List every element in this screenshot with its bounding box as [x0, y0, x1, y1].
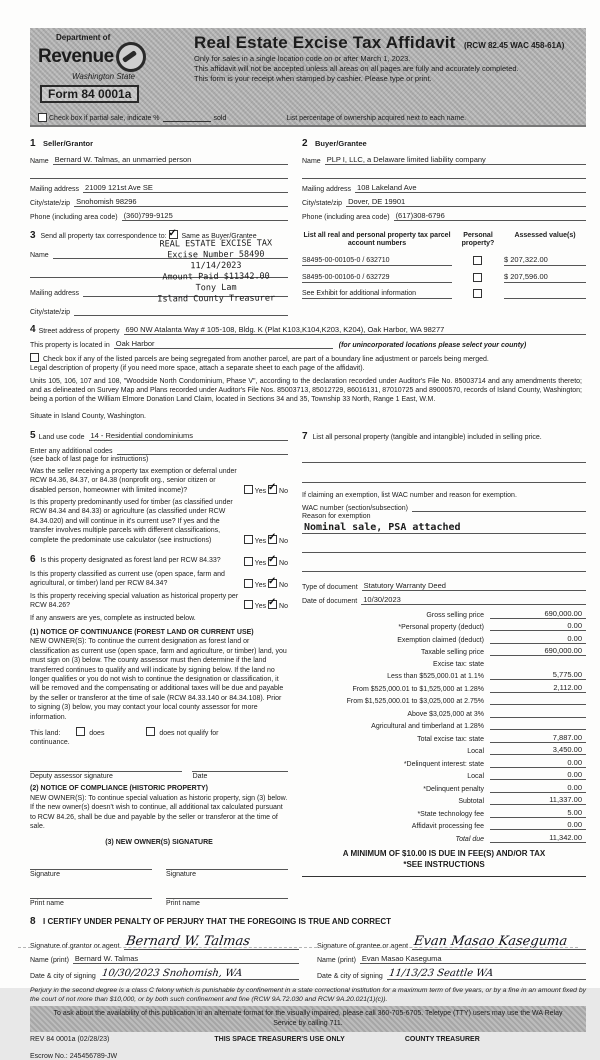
notice-compliance-text: NEW OWNER(S): To continue special valuation as historic property, sign (3) below. If the new owner(s) doesn't wish to continue, all additional tax calculated pursuant to RCW 84.26, shall be due and payable by the seller or transferor at the time of sale. [30, 794, 288, 831]
grantee-name-print-field[interactable]: Evan Masao Kaseguma [360, 954, 586, 964]
additional-codes-label: Enter any additional codes [30, 447, 113, 455]
section-correspondence [30, 229, 288, 316]
personal-property-col-header: Personal property? [461, 232, 495, 248]
this-land-label: This land: [30, 730, 61, 738]
tax-row-label: Affidavit processing fee [411, 823, 484, 831]
located-in-note: (for unincorporated locations please select your county) [338, 342, 527, 349]
assessed-value-field[interactable]: $ 207,596.00 [504, 272, 586, 283]
no-label: No [279, 559, 288, 567]
partial-sale-suffix: sold [213, 115, 227, 122]
print-name-label: Print name [166, 900, 200, 908]
tax-row-value[interactable]: 0.00 [490, 820, 586, 830]
date-label: Date [192, 773, 208, 781]
q3-no-checkbox[interactable] [268, 557, 277, 566]
additional-codes-field[interactable] [117, 445, 289, 455]
type-of-document-field[interactable]: Statutory Warranty Deed [362, 581, 586, 591]
grantee-date-city-field[interactable] [387, 968, 586, 980]
grantee-signature-block [317, 932, 586, 980]
no-label: No [279, 603, 288, 611]
county-treasurer-label: COUNTY TREASURER [404, 1035, 480, 1043]
seller-mailing-label: Mailing address [30, 186, 80, 193]
date-of-document-field[interactable]: 10/30/2023 [361, 595, 586, 605]
does-not-checkbox[interactable] [146, 727, 155, 736]
tax-row-value[interactable]: 7,887.00 [490, 733, 586, 743]
yes-label: Yes [254, 487, 267, 495]
reason-for-exemption-label: Reason for exemption [302, 512, 371, 520]
same-as-buyer-checkbox[interactable] [169, 230, 178, 239]
dept-of-label: Department of [56, 33, 111, 42]
seller-phone-field[interactable]: (360)799-9125 [122, 211, 288, 221]
grantor-date-city-script: 10/30/2023 Snohomish, WA [100, 968, 243, 980]
q1-no-checkbox[interactable] [268, 485, 277, 494]
header-note-2: This affidavit will not be accepted unless all areas on all pages are fully and accurately completed. [194, 64, 519, 73]
rcw-reference: (RCW 82.45 WAC 458-61A) [463, 41, 565, 50]
legal-description-text: Units 105, 106, 107 and 108, "Woodside North Condominium, Phase V", according to the declaration recorded under Auditor's File No. 85003714 and any amendments thereto; and as delineated on Survey Map and Plans recorded under Auditor's File Nos. 85003713, 85012729, 86016131, 87010725 and 89000570, records of Island County, Washington; being a portion of the William Elmore Donation Land Claim, located in Sections 34 and 35, Township 33 North, Range 1 East, W.M. [30, 378, 582, 404]
document-type-row [302, 581, 586, 591]
new-owner-print-name-field-1[interactable] [30, 888, 152, 899]
tax-row-value[interactable]: 0.00 [490, 783, 586, 793]
no-label: No [279, 538, 288, 546]
tax-row-label: *Delinquent penalty [423, 785, 484, 793]
continuance-label: continuance. [30, 739, 70, 747]
tax-row-value[interactable] [490, 695, 586, 705]
new-owner-signature-field-2[interactable] [166, 859, 288, 870]
minimum-fee-note: A MINIMUM OF $10.00 IS DUE IN FEE(S) AND/OR TAX [342, 848, 546, 858]
stamp-line: 11/14/2023 [190, 260, 242, 272]
parcel-row [302, 272, 586, 283]
street-address-field[interactable]: 690 NW Atalanta Way # 105-108, Bldg. K (Plat K103,K104,K203, K204), Oak Harbor, WA 98277 [124, 325, 587, 335]
does-not-label: does not qualify for [159, 730, 219, 738]
grantee-date-city-label: Date & city of signing [317, 973, 383, 981]
personal-property-checkbox[interactable] [473, 273, 482, 282]
certification-text: I CERTIFY UNDER PENALTY OF PERJURY THAT THE FOREGOING IS TRUE AND CORRECT [43, 917, 392, 927]
section-2-title: Buyer/Grantee [315, 139, 367, 148]
assessed-value-col-header: Assessed value(s) [514, 232, 576, 239]
partial-sale-label: Check box if partial sale, indicate % [49, 115, 160, 122]
signature-label: Signature [166, 871, 196, 879]
tax-row-label: From $525,000.01 to $1,525,000 at 1.28% [352, 685, 484, 693]
grantor-signature-block [30, 932, 317, 980]
does-checkbox[interactable] [76, 727, 85, 736]
grantor-signature-script: Bernard W. Talmas [124, 934, 251, 950]
form-number: Form 84 0001a [40, 85, 139, 103]
exemption-note: If claiming an exemption, list WAC number and reason for exemption. [302, 491, 517, 499]
seller-phone-label: Phone (including area code) [30, 214, 118, 221]
yes-label: Yes [254, 559, 267, 567]
personal-property-field-1[interactable] [302, 453, 586, 463]
parcel-row [302, 255, 586, 266]
no-label: No [279, 487, 288, 495]
deputy-assessor-label: Deputy assessor signature [30, 773, 113, 781]
rev-number: REV 84 0001a (02/28/23) [30, 1035, 110, 1043]
parcel-row [302, 289, 586, 299]
section-land-use [30, 430, 288, 546]
yes-label: Yes [254, 581, 267, 589]
tax-row-label: Taxable selling price [420, 649, 484, 657]
washington-state-label: Washington State [72, 72, 136, 81]
seller-mailing-field[interactable]: 21009 121st Ave SE [83, 183, 288, 193]
current-use-question: Is this property classified as current use (open space, farm and agricultural, or timber) land per RCW 84.34? [30, 570, 225, 588]
legal-description-label: Legal description of property (if you need more space, attach a separate sheet to each page of the affidavit). [30, 365, 365, 373]
yes-label: Yes [254, 538, 267, 546]
exemption-deferral-question: Was the seller receiving a property tax exemption or deferral under RCW 84.36, 84.37, or 84.38 (nonprofit org., senior citizen or disabled person, homeowner with limited income)? [30, 467, 237, 494]
tax-row-label: Less than $525,000.01 at 1.1% [387, 673, 484, 681]
q4-no-checkbox[interactable] [268, 579, 277, 588]
tax-row-label: *Personal property (deduct) [398, 624, 484, 632]
accessibility-note: To ask about the availability of this publication in an alternate format for the visually impaired, please call 360-705-6705. Teletype (TTY) users may use the WA Relay Service by calling 711. [30, 1006, 586, 1032]
section-1-title: Seller/Grantor [43, 139, 94, 148]
parcel-table [288, 229, 586, 316]
personal-property-label: List all personal property (tangible and intangible) included in selling price. [312, 433, 542, 441]
corr-city-label: City/state/zip [30, 309, 71, 316]
divider [302, 876, 586, 877]
personal-property-checkbox[interactable] [473, 289, 482, 298]
partial-sale-percent-field[interactable] [163, 121, 211, 122]
parcel-number-field[interactable]: See Exhibit for additional information [302, 290, 452, 299]
timber-agriculture-question: Is this property predominantly used for timber (as classified under RCW 84.34 and 84.33) or agriculture (as classified under RCW 84.34.020) and will continue in it's current use? If yes and the transfer involves multiple parcels with different classifications, complete the predominate use calculator (see instructions) [30, 498, 233, 544]
reason-extra-field-2[interactable] [302, 562, 586, 572]
reason-extra-field-1[interactable] [302, 543, 586, 553]
section-2-number: 2 [302, 138, 308, 149]
tax-row-label: Exemption claimed (deduct) [397, 636, 484, 644]
tax-row-value[interactable] [490, 708, 586, 718]
tax-row-label: Local [467, 748, 484, 756]
street-address-label: Street address of property [38, 328, 120, 335]
form-title: Real Estate Excise Tax Affidavit [194, 33, 456, 52]
header-note-1: Only for sales in a single location code on or after March 1, 2023. [194, 54, 411, 63]
seller-name-field[interactable]: Bernard W. Talmas, an unmarried person [53, 155, 288, 165]
additional-codes-note: (see back of last page for instructions) [30, 455, 149, 463]
grantee-signature-script: Evan Masao Kaseguma [413, 934, 569, 950]
yes-label: Yes [254, 603, 267, 611]
segregated-checkbox[interactable] [30, 353, 39, 362]
historical-property-question: Is this property receiving special valuation as historical property per RCW 84.26? [30, 592, 239, 609]
buyer-name-field[interactable]: PLP I, LLC, a Delaware limited liability company [325, 155, 586, 165]
tax-row-label: Subtotal [458, 798, 484, 806]
located-in-label: This property is located in [30, 342, 110, 349]
perjury-statement: Perjury in the second degree is a class C felony which is punishable by confinement in a state correctional institution for a maximum term of five years, or by a fine in an amount fixed by the court of not more than $10,000, or by both such confinement and fine (RCW 9A.72.030 and RCW 9A.20.021(1)(c)). [30, 987, 586, 1004]
wac-number-field[interactable] [412, 502, 586, 512]
notice-continuance-title: (1) NOTICE OF CONTINUANCE (FOREST LAND OR CURRENT USE) [30, 628, 254, 636]
parcel-number-field[interactable]: S8495-00-00106-0 / 632729 [302, 274, 452, 283]
tax-row-value[interactable]: 690,000.00 [490, 646, 586, 656]
new-owner-print-name-field-2[interactable] [166, 888, 288, 899]
q2-yes-checkbox[interactable] [244, 535, 253, 544]
same-as-buyer-label: Same as Buyer/Grantee [181, 233, 257, 240]
new-owner-signature-title: (3) NEW OWNER(S) SIGNATURE [105, 838, 213, 846]
stamp-line: REAL ESTATE EXCISE TAX [159, 238, 273, 250]
grantor-name-print-field[interactable]: Bernard W. Talmas [73, 954, 299, 964]
q3-yes-checkbox[interactable] [244, 557, 253, 566]
seller-city-field[interactable]: Snohomish 98296 [74, 197, 288, 207]
print-name-label: Print name [30, 900, 64, 908]
grantor-date-city-label: Date & city of signing [30, 973, 96, 981]
notice-continuance-text: NEW OWNER(S): To continue the current designation as forest land or classification as current use (open space, farm and agriculture, or timber) land, you must sign on (3) below. The county assessor must then determine if the land transferred continues to qualify and will indicate by signing below. If the land no longer qualifies or you do not wish to continue the designation or classification, it will be removed and the compensating or additional taxes will be due and payable by the seller or transferor at the time of sale (RCW 84.33.140 or 84.34.108). Prior to signing (3) below, you may contact your local county assessor for more information. [30, 638, 287, 721]
stamp-line: Excise Number 58490 [167, 249, 265, 261]
reason-for-exemption-field[interactable]: Nominal sale, PSA attached [302, 522, 586, 534]
form-header [30, 28, 586, 127]
parcel-col-header: List all real and personal property tax parcel account numbers [303, 232, 451, 248]
deputy-assessor-signature-field[interactable] [30, 761, 182, 772]
section-designation [30, 553, 288, 907]
seller-city-label: City/state/zip [30, 200, 71, 207]
tax-row-value[interactable]: 11,342.00 [490, 833, 586, 843]
land-use-code-field[interactable]: 14 - Residential condominiums [89, 431, 289, 441]
tax-row-value[interactable]: 3,450.00 [490, 745, 586, 755]
tax-row-label: Above $3,025,000 at 3% [407, 710, 484, 718]
see-instructions-note: *SEE INSTRUCTIONS [403, 859, 485, 869]
tax-row-label: Agricultural and timberland at 1.28% [371, 723, 484, 731]
stamp-line: Tony Lam [195, 283, 237, 294]
treasurer-use-only-label: THIS SPACE TREASURER'S USE ONLY [214, 1035, 345, 1043]
grantee-signature-label: Signature of grantee or agent [317, 943, 409, 951]
tax-row-label: Local [467, 773, 484, 781]
tax-row-value[interactable]: 0.00 [490, 634, 586, 644]
corr-name-label: Name [30, 252, 49, 259]
tax-row-value[interactable]: 0.00 [490, 758, 586, 768]
tax-row-label: Total excise tax: state [417, 735, 484, 743]
stamp-line: Amount Paid $11342.00 [162, 271, 270, 283]
section-1-number: 1 [30, 138, 36, 149]
tax-row-value[interactable]: 690,000.00 [490, 609, 586, 619]
situate-text: Situate in Island County, Washington. [30, 413, 146, 421]
buyer-name-label: Name [302, 158, 321, 165]
date-of-document-label: Date of document [302, 597, 358, 605]
segregated-label: Check box if any of the listed parcels are being segregated from another parcel, are part of a boundary line adjustment or parcels being merged. [42, 356, 489, 363]
tax-row-value[interactable]: 0.00 [490, 770, 586, 780]
tax-row-value[interactable] [490, 720, 586, 730]
section-buyer [288, 133, 586, 221]
corr-mailing-label: Mailing address [30, 290, 80, 297]
q1-yes-checkbox[interactable] [244, 485, 253, 494]
grantor-name-print-label: Name (print) [30, 957, 69, 965]
buyer-city-label: City/state/zip [302, 200, 343, 207]
section-certification [30, 911, 586, 980]
section-7-number: 7 [302, 430, 308, 442]
q5-yes-checkbox[interactable] [244, 600, 253, 609]
section-property [30, 324, 586, 422]
buyer-city-field[interactable]: Dover, DE 19901 [346, 197, 586, 207]
tax-row-label: Excise tax: state [433, 660, 484, 668]
new-owner-signature-field-1[interactable] [30, 859, 152, 870]
excise-tax-table [302, 609, 586, 843]
buyer-phone-label: Phone (including area code) [302, 214, 390, 221]
grantor-date-city-field[interactable] [100, 968, 299, 980]
assessed-value-field[interactable]: $ 207,322.00 [504, 255, 586, 266]
q5-no-checkbox[interactable] [268, 600, 277, 609]
revenue-wordmark: Revenue [38, 46, 114, 67]
does-label: does [89, 730, 105, 738]
revenue-logo-icon [116, 42, 146, 72]
buyer-mailing-field[interactable]: 108 Lakeland Ave [355, 183, 586, 193]
deputy-date-field[interactable] [192, 761, 288, 772]
section-5-number: 5 [30, 429, 36, 441]
if-yes-note: If any answers are yes, complete as instructed below. [30, 615, 196, 623]
tax-row-value [490, 659, 586, 668]
wac-number-label: WAC number (section/subsection) [302, 504, 408, 512]
section-4-number: 4 [30, 324, 36, 335]
stamp-line: Island County Treasurer [157, 293, 276, 305]
seller-name2-field[interactable] [30, 169, 288, 179]
type-of-document-label: Type of document [302, 583, 358, 591]
escrow-number-value: 245456789-JW [69, 1052, 118, 1060]
located-in-field[interactable]: Oak Harbor [114, 339, 333, 349]
signature-label: Signature [30, 871, 60, 879]
document-date-row [302, 595, 586, 605]
tax-row-label: Gross selling price [426, 611, 484, 619]
land-use-code-label: Land use code [38, 433, 85, 441]
buyer-name2-field[interactable] [302, 169, 586, 179]
header-note-3: This form is your receipt when stamped by cashier. Please type or print. [194, 74, 432, 83]
tax-row-label: *State technology fee [417, 810, 484, 818]
buyer-mailing-label: Mailing address [302, 186, 352, 193]
section-6-number: 6 [30, 554, 36, 566]
personal-property-checkbox[interactable] [473, 256, 482, 265]
section-8-number: 8 [30, 916, 36, 928]
grantee-date-city-script: 11/13/23 Seattle WA [387, 968, 494, 980]
q2-no-checkbox[interactable] [268, 535, 277, 544]
section-personal-property [302, 430, 586, 572]
forest-land-question: Is this property designated as forest land per RCW 84.33? [40, 557, 221, 565]
personal-property-field-2[interactable] [302, 473, 586, 483]
tax-row-value[interactable]: 5,775.00 [490, 670, 586, 680]
tax-row-label: Total due [455, 835, 484, 843]
parcel-number-field[interactable]: S8495-00-00105-0 / 632710 [302, 257, 452, 266]
partial-sale-checkbox[interactable] [38, 113, 47, 122]
tax-row-value[interactable]: 5.00 [490, 808, 586, 818]
no-label: No [279, 581, 288, 589]
q4-yes-checkbox[interactable] [244, 579, 253, 588]
ownership-note: List percentage of ownership acquired next to each name. [286, 115, 467, 122]
correspondence-label: Send all property tax correspondence to: [40, 233, 167, 240]
grantee-name-print-label: Name (print) [317, 957, 356, 965]
tax-row-label: *Delinquent interest: state [403, 760, 484, 768]
section-seller [30, 133, 288, 221]
seller-name-label: Name [30, 158, 49, 165]
tax-row-value[interactable]: 11,337.00 [490, 795, 586, 805]
tax-row-value[interactable]: 0.00 [490, 621, 586, 631]
tax-row-value[interactable]: 2,112.00 [490, 683, 586, 693]
escrow-number-label: Escrow No.: [30, 1052, 68, 1060]
buyer-phone-field[interactable]: (617)308-6796 [394, 211, 586, 221]
grantor-signature-label: Signature of grantor or agent [30, 943, 120, 951]
scan-artifact-line [18, 947, 578, 948]
assessed-value-field[interactable] [504, 297, 586, 299]
corr-city-field[interactable] [74, 306, 288, 316]
tax-row-label: From $1,525,000.01 to $3,025,000 at 2.75% [346, 698, 484, 706]
notice-compliance-title: (2) NOTICE OF COMPLIANCE (HISTORIC PROPERTY) [30, 785, 208, 793]
treasurer-receipt-stamp [116, 238, 317, 306]
agency-block [38, 33, 188, 103]
section-3-number: 3 [30, 230, 36, 241]
